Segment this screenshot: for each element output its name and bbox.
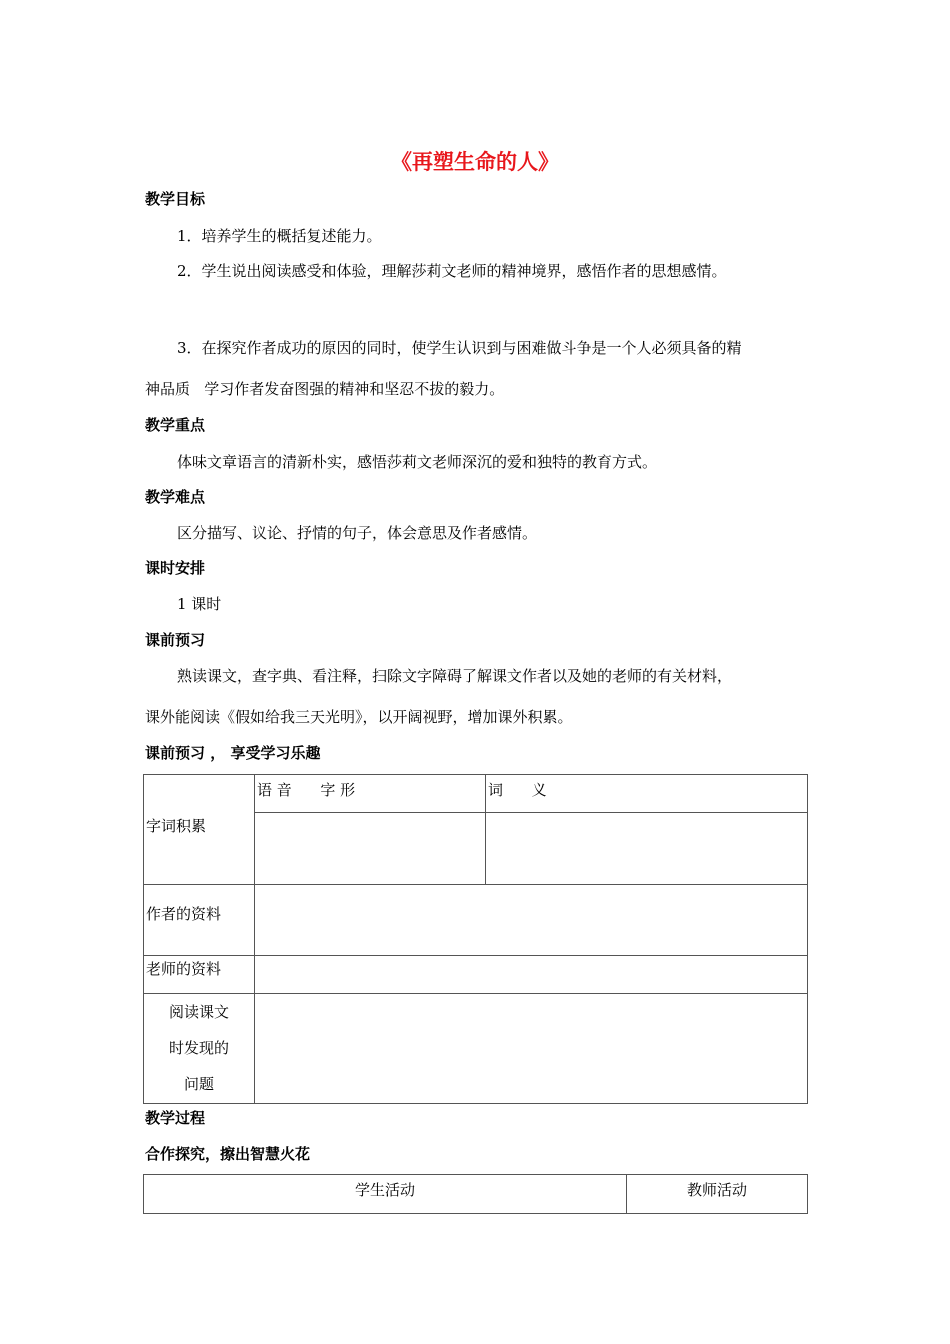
preview-line-1: 熟读课文，查字典、看注释，扫除文字障碍了解课文作者以及她的老师的有关材料， xyxy=(177,667,733,685)
schedule-text: 1 课时 xyxy=(177,595,222,613)
focus-text: 体味文章语言的清新朴实，感悟莎莉文老师深沉的爱和独特的教育方式。 xyxy=(177,453,658,471)
row-label-questions: 阅读课文 时发现的 问题 xyxy=(144,994,255,1104)
row-label-teacher: 老师的资料 xyxy=(144,956,255,994)
cell-questions-content[interactable] xyxy=(255,994,808,1104)
heading-process: 教学过程 xyxy=(145,1109,206,1127)
page-title: 《再塑生命的人》 xyxy=(391,150,559,174)
goal-item-1: 1．培养学生的概括复述能力。 xyxy=(177,227,382,245)
heading-schedule: 课时安排 xyxy=(145,559,206,577)
goal-item-2: 2．学生说出阅读感受和体验，理解莎莉文老师的精神境界，感悟作者的思想感情。 xyxy=(177,262,727,280)
row-label-vocab: 字词积累 xyxy=(144,775,255,885)
heading-cooperation: 合作探究，擦出智慧火花 xyxy=(145,1145,311,1163)
cell-teacher-content[interactable] xyxy=(255,956,808,994)
col-header-teacher: 教师活动 xyxy=(627,1175,808,1214)
col-header-student: 学生活动 xyxy=(144,1175,627,1214)
cell-author-content[interactable] xyxy=(255,885,808,956)
heading-difficulty: 教学难点 xyxy=(145,488,206,506)
goal-item-3-cont: 神品质 学习作者发奋图强的精神和坚忍不拔的毅力。 xyxy=(145,380,505,398)
col-header-pronunciation: 语 音 字 形 xyxy=(255,775,486,813)
row-label-author: 作者的资料 xyxy=(144,885,255,956)
activity-table xyxy=(143,1174,808,1214)
goal-item-3: 3．在探究作者成功的原因的同时，使学生认识到与困难做斗争是一个人必须具备的精 xyxy=(177,339,742,357)
preview-line-2: 课外能阅读《假如给我三天光明》，以开阔视野，增加课外积累。 xyxy=(145,708,573,726)
heading-goals: 教学目标 xyxy=(145,190,206,208)
cell-pronunciation-content[interactable] xyxy=(255,813,486,885)
preview-table xyxy=(143,774,808,1104)
col-header-meaning: 词 义 xyxy=(486,775,808,813)
difficulty-text: 区分描写、议论、抒情的句子，体会意思及作者感情。 xyxy=(177,524,538,542)
cell-meaning-content[interactable] xyxy=(486,813,808,885)
heading-focus: 教学重点 xyxy=(145,416,206,434)
heading-preview: 课前预习 xyxy=(145,631,206,649)
heading-preview-table: 课前预习 ， 享受学习乐趣 xyxy=(145,744,321,762)
